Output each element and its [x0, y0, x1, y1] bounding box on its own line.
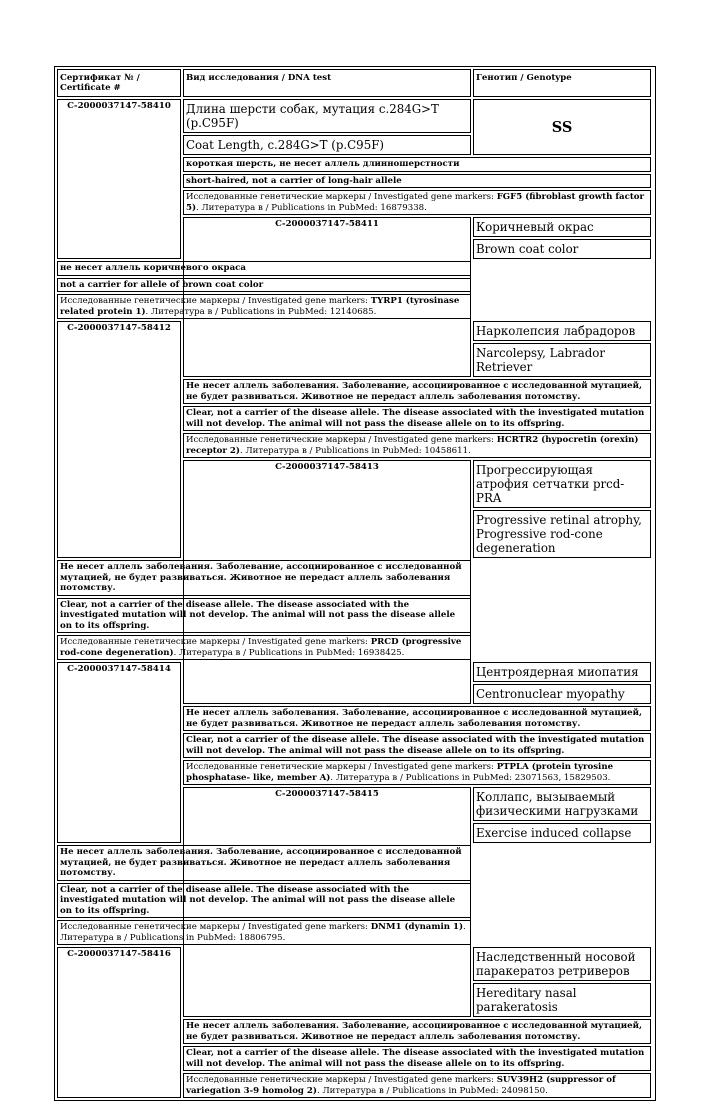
test-title-ru: Нарколепсия лабрадоров: [473, 321, 651, 341]
markers-suffix: . Литература в / Publications in PubMed: 23071563, 15829503.: [330, 772, 611, 783]
certificate-number: C-2000037147-58415: [183, 787, 471, 1017]
test-title-ru: Коллапс, вызываемый физическими нагрузками: [473, 787, 651, 821]
markers-suffix: . Литература в / Publications in PubMed: 12140685.: [145, 306, 377, 317]
test-title-en: Brown coat color: [473, 239, 651, 259]
test-title-ru: Наследственный носовой паракератоз ретриверов: [473, 947, 651, 981]
header-certificate: Сертификат № / Certificate #: [57, 69, 181, 97]
gene-markers: [183, 760, 651, 785]
result-en: Clear, not a carrier of the disease allele. The disease associated with the investigated mutation will not develop. The animal will not pass the disease allele on to its offspring.: [183, 733, 651, 758]
markers-prefix: Исследованные генетические маркеры / Investigated gene markers:: [60, 296, 371, 306]
test-title-ru: Прогрессирующая атрофия сетчатки prcd-PRA: [473, 460, 651, 508]
test-title-cell: [473, 217, 651, 259]
markers-suffix: . Литература в / Publications in PubMed: 10458611.: [239, 445, 471, 456]
gene-markers: [57, 920, 471, 945]
result-en-row: [57, 598, 653, 634]
markers-suffix: . Литература в / Publications in PubMed: 16938425.: [173, 647, 405, 658]
test-title-ru: Коричневый окрас: [473, 217, 651, 237]
markers-suffix: . Литература в / Publications in PubMed: 24098150.: [316, 1085, 548, 1096]
markers-suffix: . Литература в / Publications in PubMed: 16879338.: [196, 202, 427, 213]
result-ru: не несет аллель коричневого окраса: [57, 261, 471, 276]
result-ru: Не несет аллель заболевания. Заболевание, ассоциированное с исследованной мутацией, не будет развиваться. Животное не передаст аллель заболевания потомству.: [57, 560, 471, 596]
result-en: not a carrier for allele of brown coat color: [57, 278, 471, 293]
result-en: Clear, not a carrier of the disease allele. The disease associated with the investigated mutation will not develop. The animal will not pass the disease allele on to its offspring.: [183, 1046, 651, 1071]
markers-gene: HCRTR2 (hypocretin (orexin) receptor 2): [186, 435, 639, 456]
test-title-ru: Центроядерная миопатия: [473, 662, 651, 682]
markers-gene: SUV39H2 (suppressor of variegation 3-9 homolog 2): [186, 1075, 616, 1096]
test-title-ru: Длина шерсти собак, мутация c.284G>T (p.C95F): [183, 99, 471, 133]
test-title-en: Coat Length, c.284G>T (p.C95F): [183, 135, 471, 155]
markers-prefix: Исследованные генетические маркеры / Investigated gene markers:: [186, 192, 497, 202]
test-title-cell: [473, 460, 651, 558]
markers-row: [57, 635, 653, 660]
result-en-row: [57, 278, 653, 293]
markers-prefix: Исследованные генетические маркеры / Investigated gene markers:: [60, 922, 371, 932]
markers-gene: PTPLA (protein tyrosine phosphatase- like, member A): [186, 762, 614, 783]
test-title-row: [57, 99, 653, 155]
test-title-cell: [473, 787, 651, 843]
markers-gene: TYRP1 (tyrosinase related protein 1): [60, 296, 460, 317]
gene-markers: [183, 433, 651, 458]
result-ru-row: [57, 845, 653, 881]
certificate-number: C-2000037147-58416: [57, 947, 181, 1098]
result-ru: Не несет аллель заболевания. Заболевание, ассоциированное с исследованной мутацией, не будет развиваться. Животное не передаст аллель заболевания потомству.: [183, 1019, 651, 1044]
test-title-en: Progressive retinal atrophy, Progressive rod-cone degeneration: [473, 510, 651, 558]
result-en: Clear, not a carrier of the disease allele. The disease associated with the investigated mutation will not develop. The animal will not pass the disease allele on to its offspring.: [57, 598, 471, 634]
markers-suffix: . Литература в / Publications in PubMed: 18806795.: [60, 922, 466, 943]
result-ru: короткая шерсть, не несет аллель длинношерстности: [183, 157, 651, 172]
dna-test-results-table: [54, 66, 656, 1101]
test-title-cell: [473, 947, 651, 1017]
result-ru-row: [57, 261, 653, 276]
gene-markers: [57, 635, 471, 660]
result-ru: Не несет аллель заболевания. Заболевание, ассоциированное с исследованной мутацией, не будет развиваться. Животное не передаст аллель заболевания потомству.: [183, 379, 651, 404]
test-title-cell: [473, 662, 651, 704]
markers-row: [57, 920, 653, 945]
table-header-row: [57, 69, 653, 97]
gene-markers: [183, 190, 651, 215]
gene-markers: [183, 1073, 651, 1098]
result-en: Clear, not a carrier of the disease allele. The disease associated with the investigated mutation will not develop. The animal will not pass the disease allele on to its offspring.: [57, 883, 471, 919]
test-title-cell: [473, 321, 651, 377]
results-table-body: [57, 69, 653, 1098]
markers-gene: FGF5 (fibroblast growth factor 5): [186, 192, 645, 213]
header-genotype: Генотип / Genotype: [473, 69, 651, 97]
result-ru: Не несет аллель заболевания. Заболевание, ассоциированное с исследованной мутацией, не будет развиваться. Животное не передаст аллель заболевания потомству.: [57, 845, 471, 881]
test-title-en: Centronuclear myopathy: [473, 684, 651, 704]
certificate-number: C-2000037147-58410: [57, 99, 181, 259]
markers-prefix: Исследованные генетические маркеры / Investigated gene markers:: [60, 637, 371, 647]
markers-prefix: Исследованные генетические маркеры / Investigated gene markers:: [186, 1075, 497, 1085]
result-en: short-haired, not a carrier of long-hair allele: [183, 174, 651, 189]
markers-prefix: Исследованные генетические маркеры / Investigated gene markers:: [186, 435, 497, 445]
certificate-number: C-2000037147-58411: [183, 217, 471, 377]
genotype-value: SS: [473, 99, 651, 155]
result-ru: Не несет аллель заболевания. Заболевание, ассоциированное с исследованной мутацией, не будет развиваться. Животное не передаст аллель заболевания потомству.: [183, 706, 651, 731]
test-title-en: Narcolepsy, Labrador Retriever: [473, 343, 651, 377]
result-ru-row: [57, 560, 653, 596]
gene-markers: [57, 294, 471, 319]
certificate-number: C-2000037147-58414: [57, 662, 181, 843]
header-dna-test: Вид исследования / DNA test: [183, 69, 471, 97]
test-title-en: Hereditary nasal parakeratosis: [473, 983, 651, 1017]
test-title-en: Exercise induced collapse: [473, 823, 651, 843]
result-en-row: [57, 883, 653, 919]
result-en: Clear, not a carrier of the disease allele. The disease associated with the investigated mutation will not develop. The animal will not pass the disease allele on to its offspring.: [183, 406, 651, 431]
markers-prefix: Исследованные генетические маркеры / Investigated gene markers:: [186, 762, 497, 772]
markers-row: [57, 294, 653, 319]
markers-gene: DNM1 (dynamin 1): [370, 922, 464, 932]
certificate-number: C-2000037147-58413: [183, 460, 471, 704]
certificate-number: C-2000037147-58412: [57, 321, 181, 558]
test-title-cell: [183, 99, 471, 155]
markers-gene: PRCD (progressive rod-cone degeneration): [60, 637, 462, 658]
